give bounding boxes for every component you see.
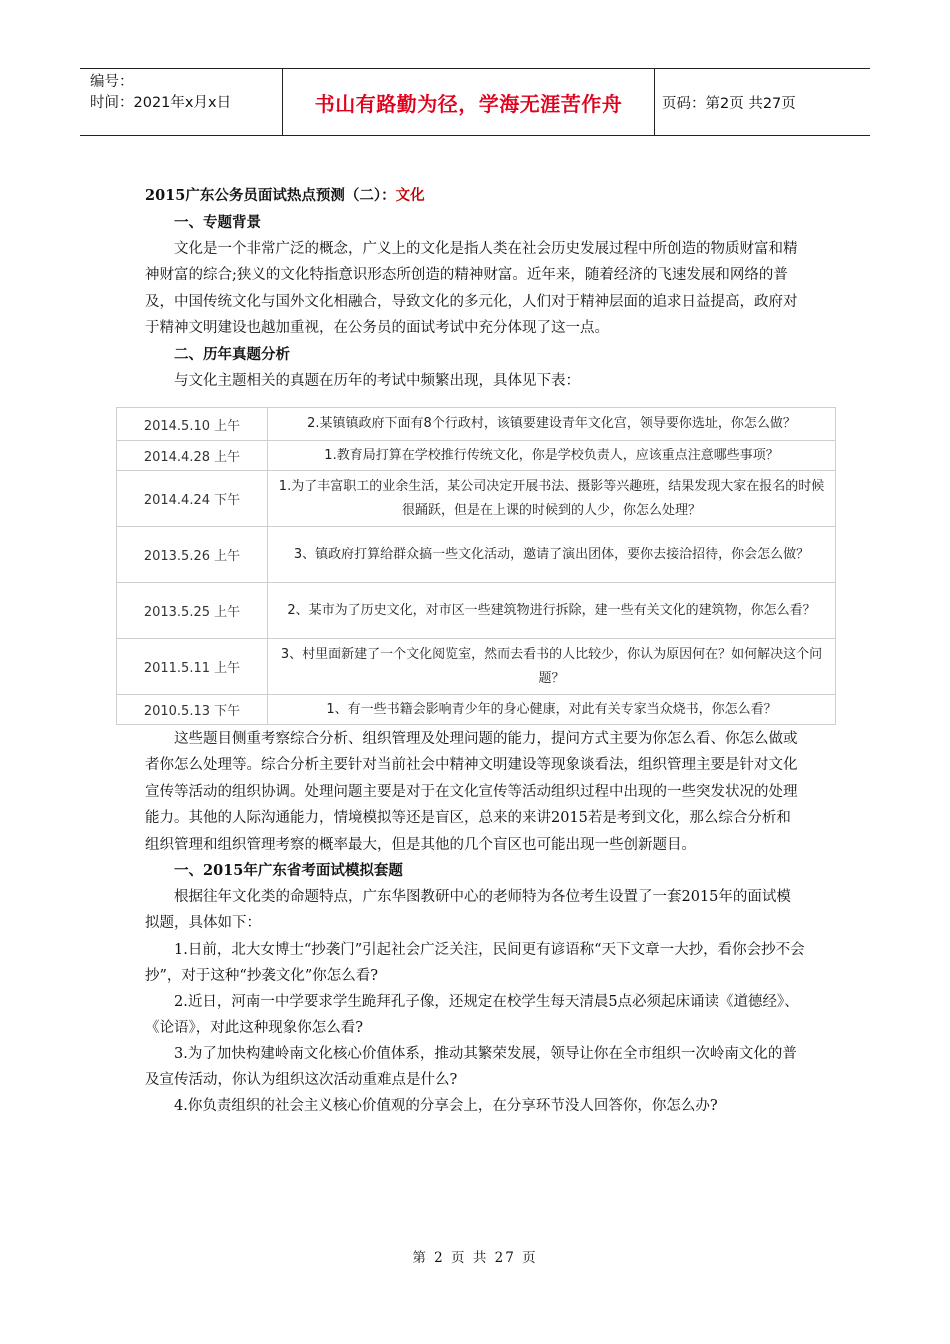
- header-meta: [80, 69, 283, 135]
- page-footer: 第 2 页 共 27 页: [412, 1250, 538, 1266]
- table-cell-question: 1.教育局打算在学校推行传统文化，你是学校负责人，应该重点注意哪些事项？: [268, 441, 836, 471]
- section-heading-mock: 一、2015年广东省考面试模拟套题: [174, 862, 403, 880]
- table-row: [117, 471, 836, 527]
- header-motto: 书山有路勤为径，学海无涯苦作舟: [283, 69, 655, 135]
- table-cell-question: 1.为了丰富职工的业余生活，某公司决定开展书法、摄影等兴趣班，结果发现大家在报名的时候很踊跃，但是在上课的时候到的人少，你怎么处理？: [268, 471, 836, 527]
- document-body: [145, 182, 805, 394]
- mock-intro: 根据往年文化类的命题特点，广东华图教研中心的老师特为各位考生设置了一套2015年的面试模拟题，具体如下：: [145, 889, 791, 932]
- table-cell-question: 1、有一些书籍会影响青少年的身心健康，对此有关专家当众烧书，你怎么看？: [268, 695, 836, 725]
- mock-question: 4.你负责组织的社会主义核心价值观的分享会上，在分享环节没人回答你，你怎么办?: [174, 1097, 718, 1114]
- table-cell-date: 2011.5.11 上午: [117, 639, 268, 695]
- section-heading-background: 一、专题背景: [174, 214, 261, 231]
- table-cell-question: 3、镇政府打算给群众搞一些文化活动，邀请了演出团体，要你去接洽招待，你会怎么做？: [268, 527, 836, 583]
- table-row: [117, 441, 836, 471]
- table-cell-question: 2、某市为了历史文化，对市区一些建筑物进行拆除，建一些有关文化的建筑物，你怎么看？: [268, 583, 836, 639]
- page-header: [80, 68, 870, 136]
- section-heading-analysis: 二、历年真题分析: [174, 345, 290, 363]
- analysis-intro: 与文化主题相关的真题在历年的考试中频繁出现，具体见下表：: [174, 372, 580, 389]
- mock-question: 2.近日，河南一中学要求学生跪拜孔子像，还规定在校学生每天清晨5点必须起床诵读《道德经》、《论语》，对此这种现象你怎么看?: [145, 993, 799, 1036]
- table-cell-date: 2013.5.26 上午: [117, 527, 268, 583]
- title-highlight: 文化: [395, 187, 425, 204]
- table-cell-question: 2.某镇镇政府下面有8个行政村，该镇要建设青年文化宫，领导要你选址，你怎么做？: [268, 408, 836, 441]
- exam-questions-table: [116, 407, 836, 725]
- table-cell-date: 2013.5.25 上午: [117, 583, 268, 639]
- document-number-label: 编号：: [90, 74, 134, 90]
- table-row: [117, 639, 836, 695]
- table-row: [117, 408, 836, 441]
- table-cell-date: 2014.4.28 上午: [117, 441, 268, 471]
- table-row: [117, 527, 836, 583]
- table-cell-date: 2010.5.13 下午: [117, 695, 268, 725]
- document-body-continued: [145, 726, 805, 1119]
- title-prefix: 2015广东公务员面试热点预测（二）：: [145, 187, 396, 204]
- table-cell-question: 3、村里面新建了一个文化阅览室，然而去看书的人比较少，你认为原因何在？如何解决这个问题？: [268, 639, 836, 695]
- table-cell-date: 2014.5.10 上午: [117, 408, 268, 441]
- mock-question: 3.为了加快构建岭南文化核心价值体系，推动其繁荣发展，领导让你在全市组织一次岭南文化的普及宣传活动，你认为组织这次活动重难点是什么?: [145, 1045, 797, 1088]
- analysis-paragraph: 这些题目侧重考察综合分析、组织管理及处理问题的能力，提问方式主要为你怎么看、你怎么做或者你怎么处理等。综合分析主要针对当前社会中精神文明建设等现象谈看法，组织管理主要是针对文化宣传等活动的组织协调。处理问题主要是对于在文化宣传等活动组织过程中出现的一些突发状况的处理能力。其他的人际沟通能力，情境模拟等还是盲区，总来的来讲2015若是考到文化，那么综合分析和组织管理和组织管理考察的概率最大，但是其他的几个盲区也可能出现一些创新题目。: [145, 731, 798, 853]
- mock-question: 1.日前，北大女博士“抄袭门”引起社会广泛关注，民间更有谚语称“天下文章一大抄，看你会抄不会抄”，对于这种“抄袭文化”你怎么看?: [145, 941, 805, 984]
- document-title: [145, 182, 805, 210]
- table-cell-date: 2014.4.24 下午: [117, 471, 268, 527]
- table-row: [117, 695, 836, 725]
- header-page-indicator: 页码：第2页 共27页: [662, 95, 796, 112]
- table-row: [117, 583, 836, 639]
- background-paragraph: 文化是一个非常广泛的概念，广义上的文化是指人类在社会历史发展过程中所创造的物质财富和精神财富的综合;狭义的文化特指意识形态所创造的精神财富。近年来，随着经济的飞速发展和网络的普及，中国传统文化与国外文化相融合，导致文化的多元化，人们对于精神层面的追求日益提高，政府对于精神文明建设也越加重视，在公务员的面试考试中充分体现了这一点。: [145, 241, 798, 337]
- document-date-label: 时间：2021年x月x日: [90, 95, 232, 111]
